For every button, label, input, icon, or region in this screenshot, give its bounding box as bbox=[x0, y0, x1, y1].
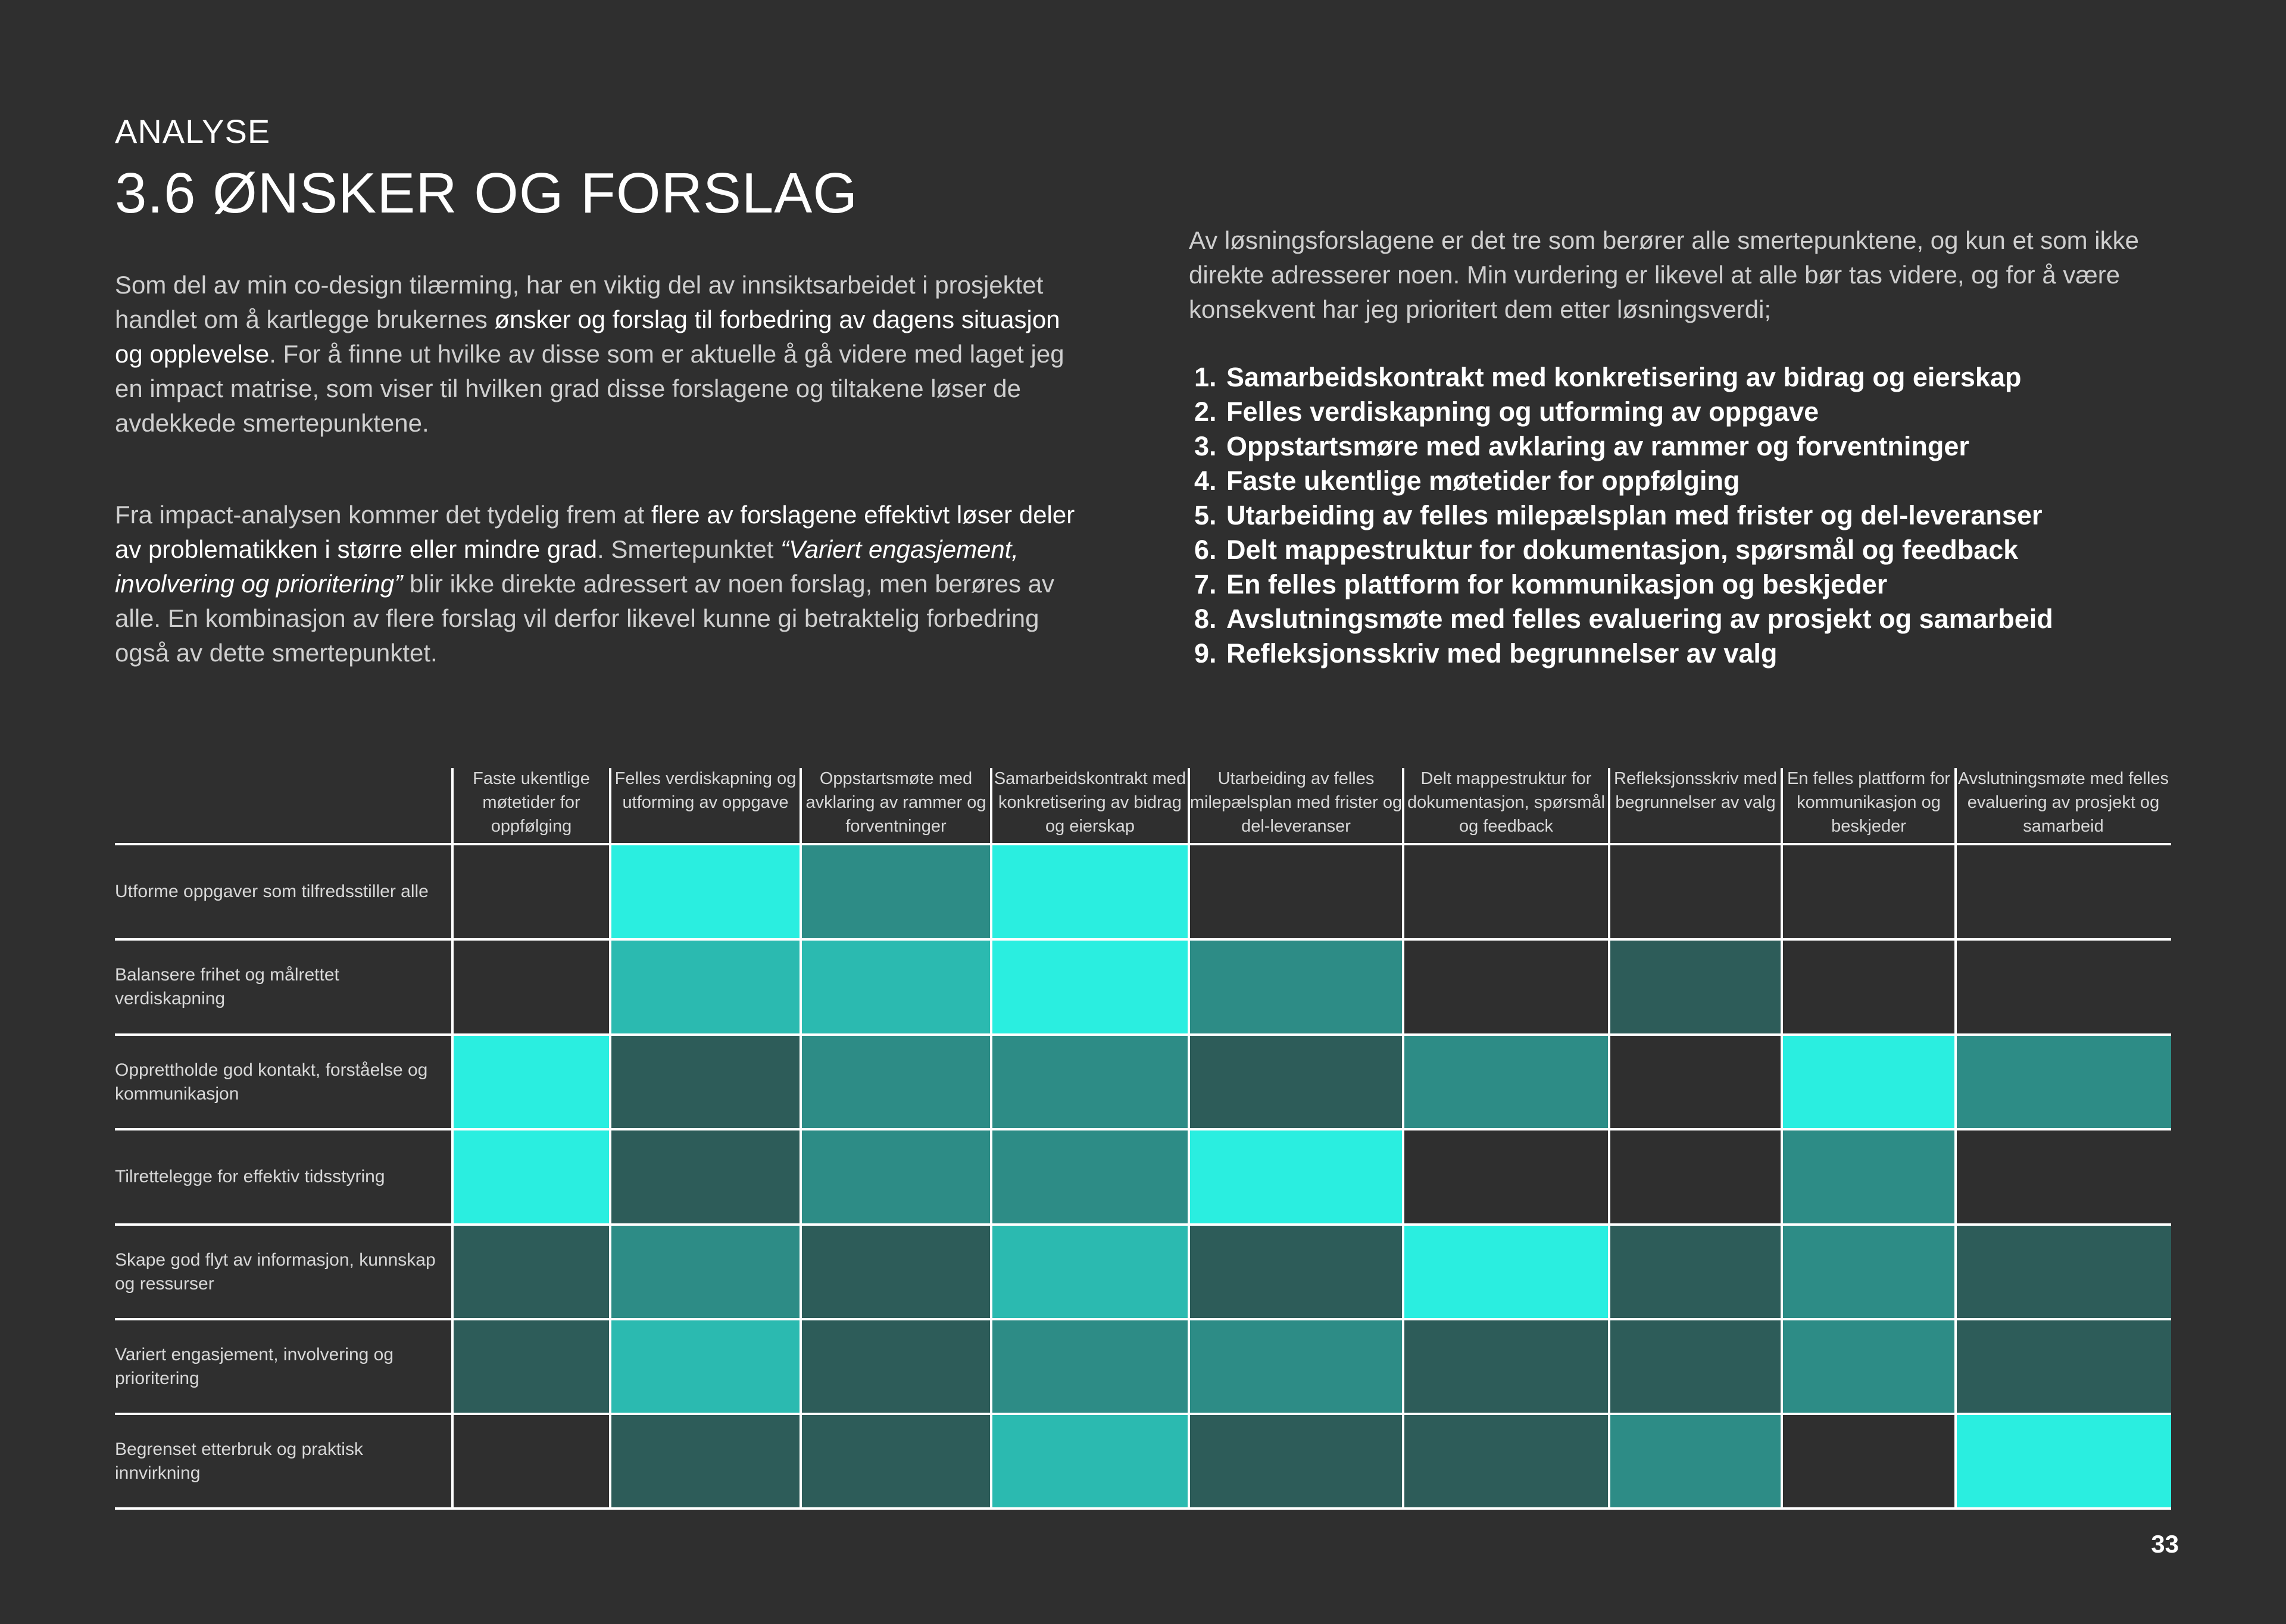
priority-item bbox=[1194, 360, 2053, 395]
matrix-cell bbox=[991, 1129, 1189, 1225]
matrix-cell bbox=[1189, 939, 1403, 1035]
matrix-cell bbox=[801, 1225, 991, 1319]
matrix-row-header: Opprettholde god kontakt, forståelse og kommunikasjon bbox=[115, 1060, 428, 1104]
matrix-row-divider bbox=[115, 938, 2171, 941]
text-segment: “Variert engasjement, involvering og prioritering” bbox=[115, 535, 1019, 598]
matrix-cell bbox=[1956, 1129, 2171, 1225]
matrix-cell bbox=[1403, 1319, 1609, 1414]
matrix-row-divider bbox=[115, 843, 2171, 845]
matrix-cell bbox=[1609, 1319, 1782, 1414]
matrix-cell bbox=[801, 1035, 991, 1129]
matrix-row-divider bbox=[115, 1413, 2171, 1415]
matrix-cell bbox=[1403, 1129, 1609, 1225]
priority-text: En felles plattform for kommunikasjon og beskjeder bbox=[1226, 569, 1888, 599]
matrix-cell bbox=[1189, 1319, 1403, 1414]
priority-text: Oppstartsmøre med avklaring av rammer og forventninger bbox=[1226, 431, 1969, 461]
matrix-cell bbox=[1189, 1225, 1403, 1319]
matrix-cell bbox=[1609, 1414, 1782, 1509]
matrix-cell bbox=[1609, 1129, 1782, 1225]
priority-number: 1. bbox=[1194, 362, 1217, 392]
priority-item bbox=[1194, 636, 2053, 671]
priority-number: 2. bbox=[1194, 396, 1217, 427]
matrix-cell bbox=[1609, 1225, 1782, 1319]
matrix-cell bbox=[1403, 939, 1609, 1035]
priority-text: Felles verdiskapning og utforming av oppgave bbox=[1226, 396, 1819, 427]
matrix-cell bbox=[1782, 939, 1956, 1035]
priority-number: 5. bbox=[1194, 500, 1217, 530]
priority-item bbox=[1194, 395, 2053, 429]
matrix-column-header: Faste ukentlige møtetider for oppfølging bbox=[473, 769, 590, 836]
matrix-cell bbox=[452, 1035, 610, 1129]
matrix-cell bbox=[801, 844, 991, 939]
text-segment: flere av forslagene effektivt løser deler av problematikken i større eller mindre grad bbox=[115, 501, 1075, 563]
matrix-cell bbox=[1782, 1225, 1956, 1319]
matrix-cell bbox=[991, 939, 1189, 1035]
matrix-column-divider bbox=[1954, 768, 1957, 1510]
matrix-cell bbox=[991, 1414, 1189, 1509]
matrix-cell bbox=[1956, 1035, 2171, 1129]
matrix-cell bbox=[1782, 1035, 1956, 1129]
matrix-cell bbox=[610, 939, 801, 1035]
priority-item bbox=[1194, 464, 2053, 498]
solutions-intro: Av løsningsforslagene er det tre som berører alle smertepunktene, og kun et som ikke direkte adresserer noen. Min vurdering er likevel at alle bør tas videre, og for å være konsekvent har jeg prioritert dem etter løsningsverdi; bbox=[1189, 226, 2139, 323]
matrix-column-divider bbox=[1781, 768, 1783, 1510]
matrix-column-divider bbox=[990, 768, 992, 1510]
priority-number: 8. bbox=[1194, 604, 1217, 634]
matrix-cell bbox=[801, 1129, 991, 1225]
page-title: 3.6 ØNSKER OG FORSLAG bbox=[115, 161, 858, 225]
matrix-column-header: Avslutningsmøte med felles evaluering av prosjekt og samarbeid bbox=[1957, 769, 2169, 836]
priority-item bbox=[1194, 567, 2053, 602]
page-number: 33 bbox=[2151, 1530, 2179, 1558]
matrix-cell bbox=[610, 1414, 801, 1509]
priority-text: Faste ukentlige møtetider for oppfølging bbox=[1226, 466, 1740, 496]
priority-text: Avslutningsmøte med felles evaluering av prosjekt og samarbeid bbox=[1226, 604, 2053, 634]
matrix-cell bbox=[1403, 1035, 1609, 1129]
priority-item bbox=[1194, 429, 2053, 464]
priority-number: 7. bbox=[1194, 569, 1217, 599]
matrix-cell bbox=[1189, 844, 1403, 939]
matrix-row-header: Variert engasjement, involvering og prioritering bbox=[115, 1344, 394, 1388]
matrix-cell bbox=[452, 1225, 610, 1319]
text-segment: ønsker og forslag til forbedring av dagens situasjon og opplevelse bbox=[115, 305, 1060, 368]
matrix-cell bbox=[610, 1129, 801, 1225]
matrix-cell bbox=[1403, 1225, 1609, 1319]
matrix-cell bbox=[1782, 1129, 1956, 1225]
matrix-cell bbox=[452, 939, 610, 1035]
matrix-cell bbox=[1609, 844, 1782, 939]
matrix-row-header: Utforme oppgaver som tilfredsstiller alle bbox=[115, 882, 429, 901]
matrix-column-header: En felles plattform for kommunikasjon og beskjeder bbox=[1787, 769, 1950, 836]
matrix-cell bbox=[1403, 844, 1609, 939]
matrix-cell bbox=[1189, 1035, 1403, 1129]
matrix-cell bbox=[991, 1035, 1189, 1129]
priority-text: Samarbeidskontrakt med konkretisering av bidrag og eierskap bbox=[1226, 362, 2022, 392]
intro-paragraph bbox=[115, 268, 1091, 441]
analysis-paragraph bbox=[115, 498, 1091, 670]
priority-text: Utarbeiding av felles milepælsplan med frister og del-leveranser bbox=[1226, 500, 2043, 530]
matrix-row-header: Balansere frihet og målrettet verdiskapning bbox=[115, 965, 339, 1008]
matrix-cell bbox=[1782, 1319, 1956, 1414]
matrix-cell bbox=[1609, 1035, 1782, 1129]
section-kicker: ANALYSE bbox=[115, 113, 271, 150]
priority-item bbox=[1194, 602, 2053, 636]
matrix-column-divider bbox=[1608, 768, 1610, 1510]
text-segment: . For å finne ut hvilke av disse som er aktuelle å gå videre med laget jeg en impact matrise, som viser til hvilken grad disse forslagene og tiltakene løser de avdekkede smertepunktene. bbox=[115, 340, 1064, 437]
matrix-column-header: Utarbeiding av felles milepælsplan med frister og del-leveranser bbox=[1189, 769, 1403, 836]
priority-number: 3. bbox=[1194, 431, 1217, 461]
text-segment: Som del av min co-design tilærming, har en viktig del av innsiktsarbeidet i prosjektet handlet om å kartlegge brukernes bbox=[115, 271, 1044, 333]
matrix-cell bbox=[991, 1319, 1189, 1414]
matrix-cell bbox=[1956, 1414, 2171, 1509]
priority-item bbox=[1194, 533, 2053, 567]
priority-text: Delt mappestruktur for dokumentasjon, spørsmål og feedback bbox=[1226, 535, 2019, 565]
matrix-cell bbox=[610, 1225, 801, 1319]
matrix-column-divider bbox=[1188, 768, 1190, 1510]
matrix-cell bbox=[1956, 1319, 2171, 1414]
priority-number: 4. bbox=[1194, 466, 1217, 496]
matrix-column-divider bbox=[1402, 768, 1404, 1510]
matrix-cell bbox=[1956, 939, 2171, 1035]
matrix-row-divider bbox=[115, 1128, 2171, 1130]
matrix-row-divider bbox=[115, 1507, 2171, 1510]
matrix-cell bbox=[801, 1414, 991, 1509]
matrix-cell bbox=[452, 1319, 610, 1414]
matrix-cell bbox=[801, 1319, 991, 1414]
matrix-cell bbox=[610, 1319, 801, 1414]
matrix-cell bbox=[1782, 844, 1956, 939]
matrix-cell bbox=[1956, 844, 2171, 939]
matrix-cell bbox=[1189, 1414, 1403, 1509]
matrix-column-divider bbox=[609, 768, 611, 1510]
text-segment: Fra impact-analysen kommer det tydelig frem at bbox=[115, 501, 651, 529]
matrix-column-divider bbox=[800, 768, 802, 1510]
priority-number: 9. bbox=[1194, 638, 1217, 669]
matrix-column-divider bbox=[451, 768, 454, 1510]
matrix-column-header: Oppstartsmøte med avklaring av rammer og forventninger bbox=[805, 769, 986, 836]
matrix-cell bbox=[610, 1035, 801, 1129]
matrix-column-header: Refleksjonsskriv med begrunnelser av valg bbox=[1614, 769, 1777, 812]
matrix-cell bbox=[1782, 1414, 1956, 1509]
matrix-row-header: Tilrettelegge for effektiv tidsstyring bbox=[115, 1167, 385, 1186]
matrix-column-header: Delt mappestruktur for dokumentasjon, spørsmål og feedback bbox=[1407, 769, 1606, 836]
priority-list bbox=[1194, 360, 2053, 671]
priority-item bbox=[1194, 498, 2053, 533]
matrix-cell bbox=[452, 844, 610, 939]
matrix-cell bbox=[991, 1225, 1189, 1319]
matrix-cell bbox=[1189, 1129, 1403, 1225]
matrix-cell bbox=[1403, 1414, 1609, 1509]
matrix-cell bbox=[1609, 939, 1782, 1035]
matrix-row-header: Skape god flyt av informasjon, kunnskap og ressurser bbox=[115, 1250, 436, 1294]
matrix-cell bbox=[1956, 1225, 2171, 1319]
matrix-row-divider bbox=[115, 1033, 2171, 1036]
matrix-column-header: Felles verdiskapning og utforming av oppgave bbox=[614, 769, 797, 812]
matrix-cell bbox=[452, 1129, 610, 1225]
matrix-column-header: Samarbeidskontrakt med konkretisering av bidrag og eierskap bbox=[994, 769, 1186, 836]
matrix-row-header: Begrenset etterbruk og praktisk innvirkning bbox=[115, 1439, 363, 1483]
matrix-cell bbox=[801, 939, 991, 1035]
matrix-cell bbox=[610, 844, 801, 939]
text-segment: . Smertepunktet bbox=[597, 535, 781, 563]
priority-number: 6. bbox=[1194, 535, 1217, 565]
matrix-row-divider bbox=[115, 1223, 2171, 1226]
priority-text: Refleksjonsskriv med begrunnelser av valg bbox=[1226, 638, 1778, 669]
matrix-cell bbox=[991, 844, 1189, 939]
matrix-cell bbox=[452, 1414, 610, 1509]
matrix-row-divider bbox=[115, 1318, 2171, 1320]
text-segment: blir ikke direkte adressert av noen forslag, men berøres av alle. En kombinasjon av flere forslag vil derfor likevel kunne gi betraktelig forbedring også av dette smertepunktet. bbox=[115, 570, 1055, 667]
